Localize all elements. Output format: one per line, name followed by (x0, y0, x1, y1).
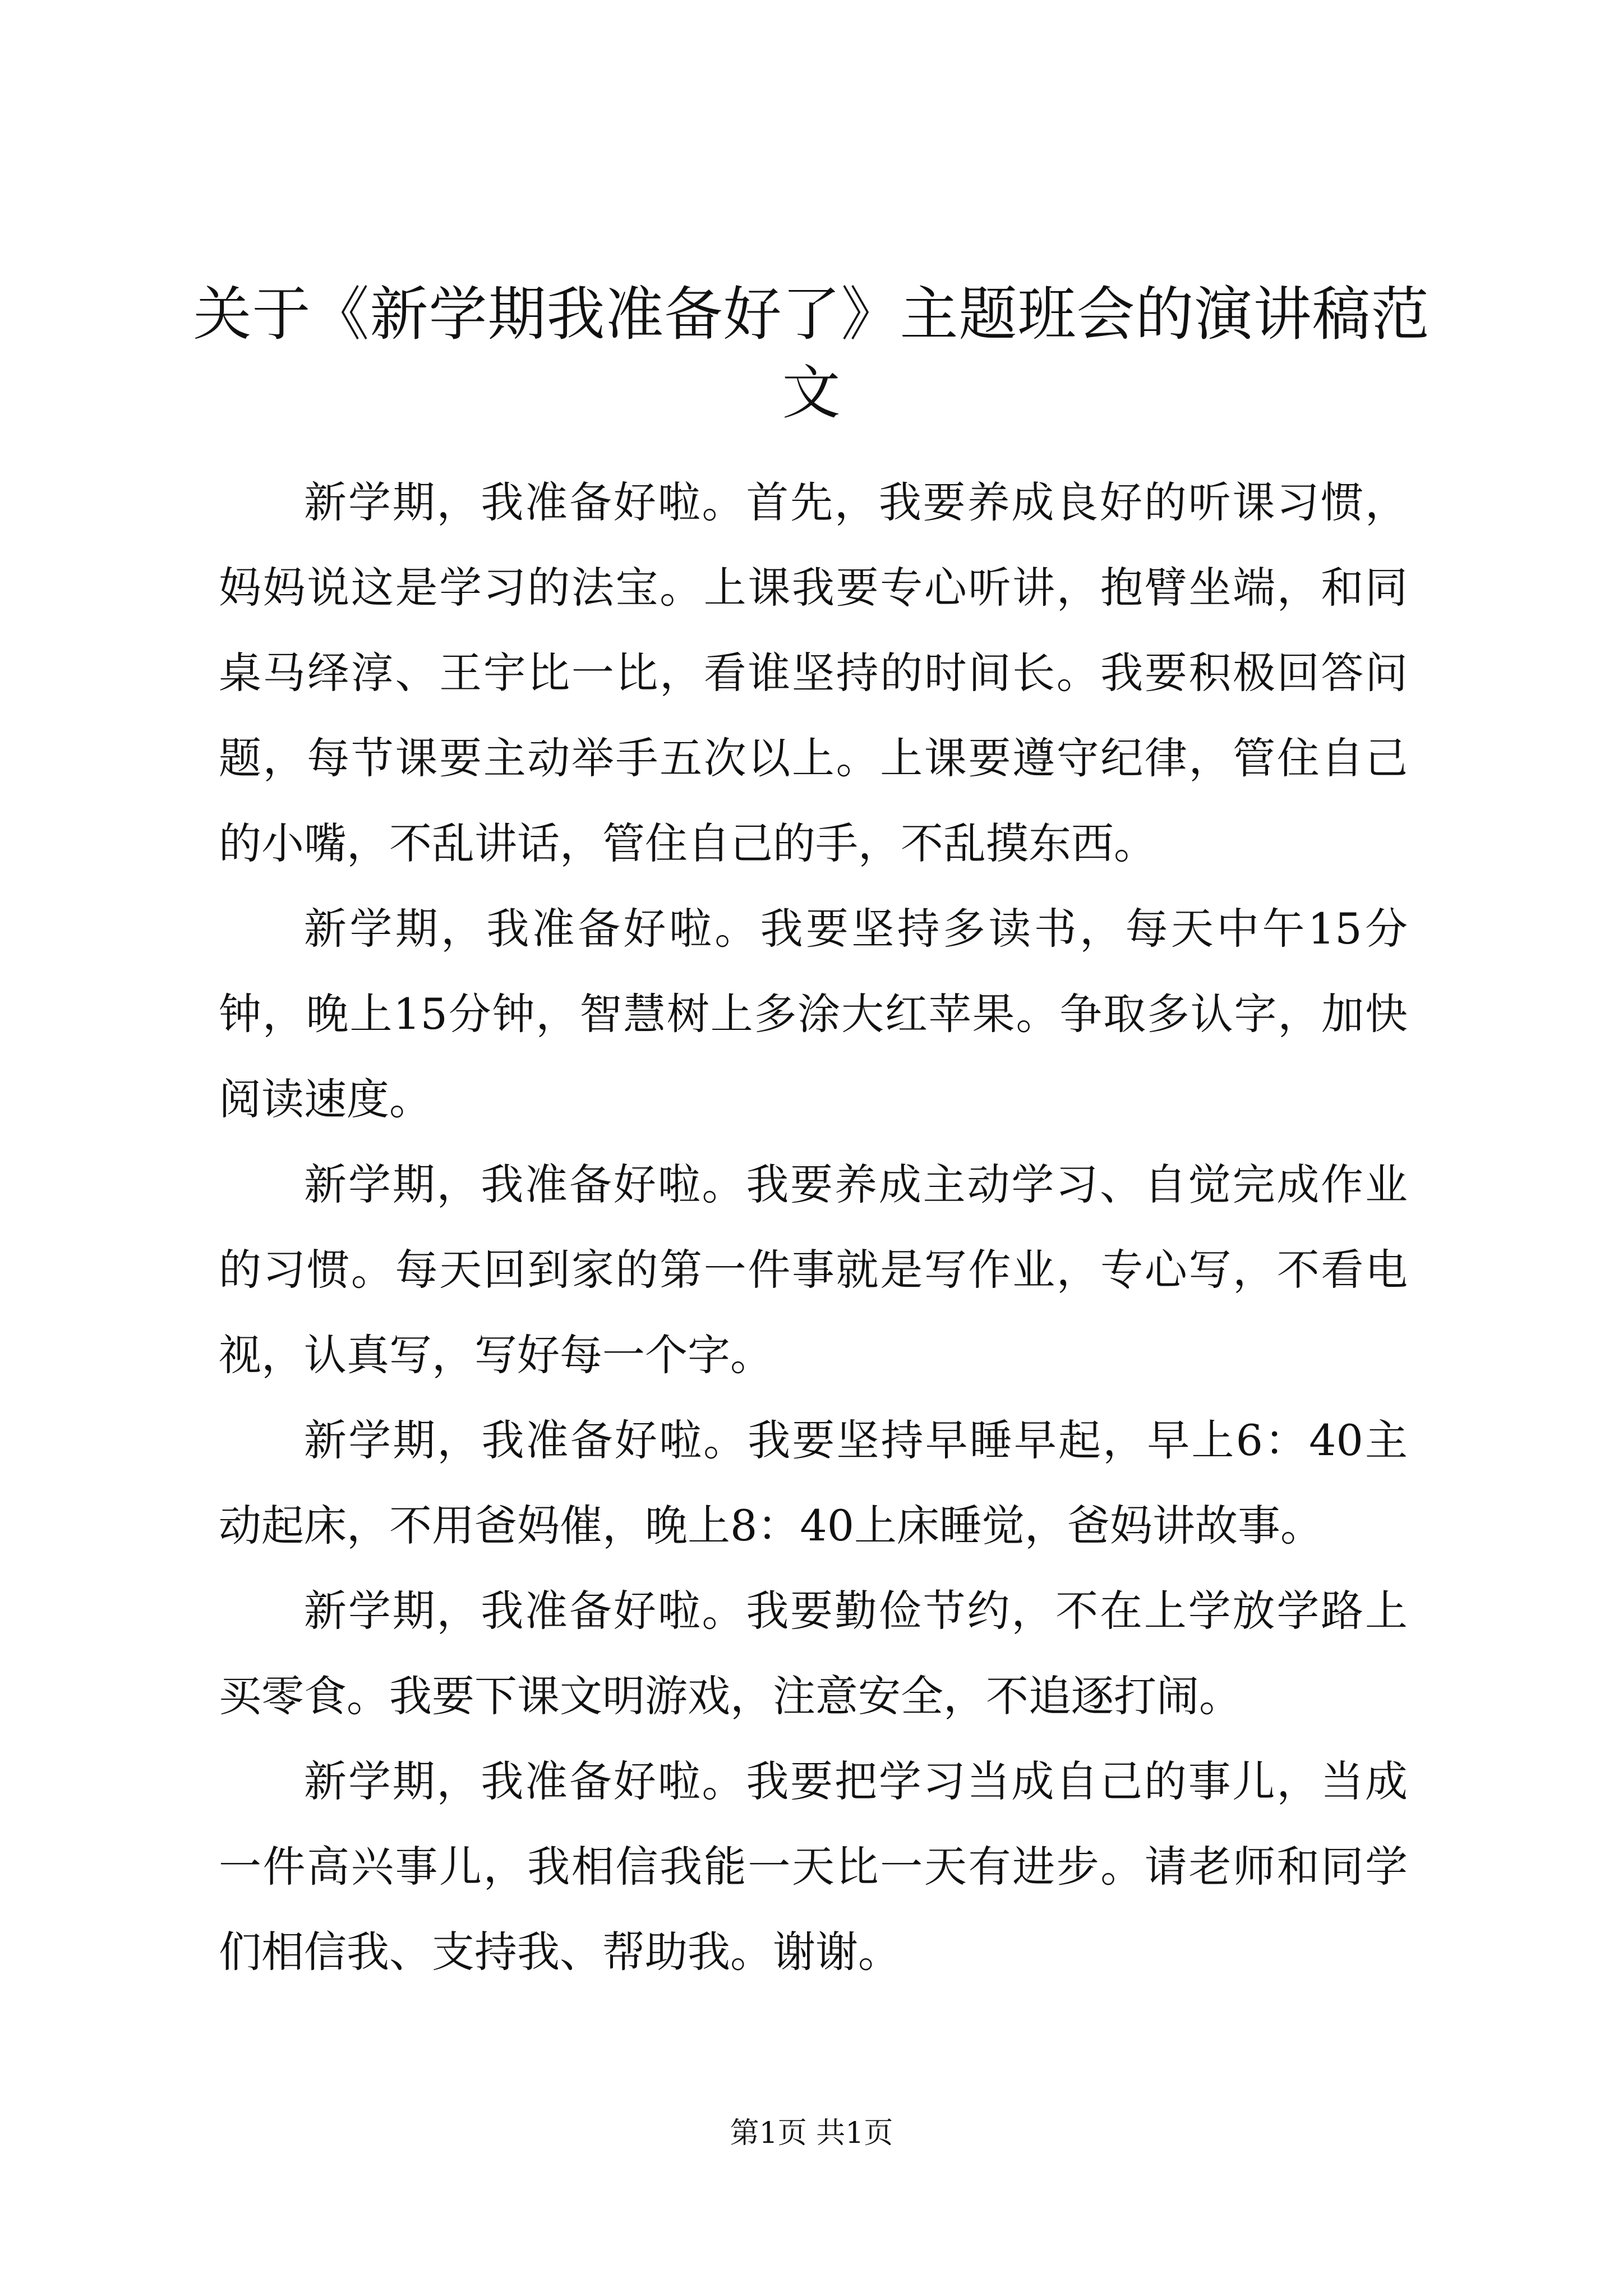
paragraph-3: 新学期，我准备好啦。我要养成主动学习、自觉完成作业的习惯。每天回到家的第一件事就是写作业，专心写，不看电视，认真写，写好每一个字。 (219, 1159, 1408, 1380)
paragraph-6: 新学期，我准备好啦。我要把学习当成自己的事儿，当成一件高兴事儿，我相信我能一天比一天有进步。请老师和同学们相信我、支持我、帮助我。谢谢。 (219, 1756, 1408, 1977)
document-body (219, 460, 1408, 1995)
page-number-footer: 第1页 共1页 (730, 2116, 893, 2150)
paragraph-1: 新学期，我准备好啦。首先，我要养成良好的听课习惯，妈妈说这是学习的法宝。上课我要专心听讲，抱臂坐端，和同桌马绎淳、王宇比一比，看谁坚持的时间长。我要积极回答问题，每节课要主动举手五次以上。上课要遵守纪律，管住自己的小嘴，不乱讲话，管住自己的手，不乱摸东西。 (219, 477, 1408, 868)
paragraph-5: 新学期，我准备好啦。我要勤俭节约，不在上学放学路上买零食。我要下课文明游戏，注意安全，不追逐打闹。 (219, 1586, 1408, 1721)
paragraph-4: 新学期，我准备好啦。我要坚持早睡早起，早上6：40主动起床，不用爸妈催，晚上8：40上床睡觉，爸妈讲故事。 (219, 1415, 1408, 1550)
document-title: 关于《新学期我准备好了》主题班会的演讲稿范文 (193, 280, 1430, 427)
paragraph-2: 新学期，我准备好啦。我要坚持多读书，每天中午15分钟，晚上15分钟，智慧树上多涂大红苹果。争取多认字，加快阅读速度。 (219, 904, 1408, 1124)
